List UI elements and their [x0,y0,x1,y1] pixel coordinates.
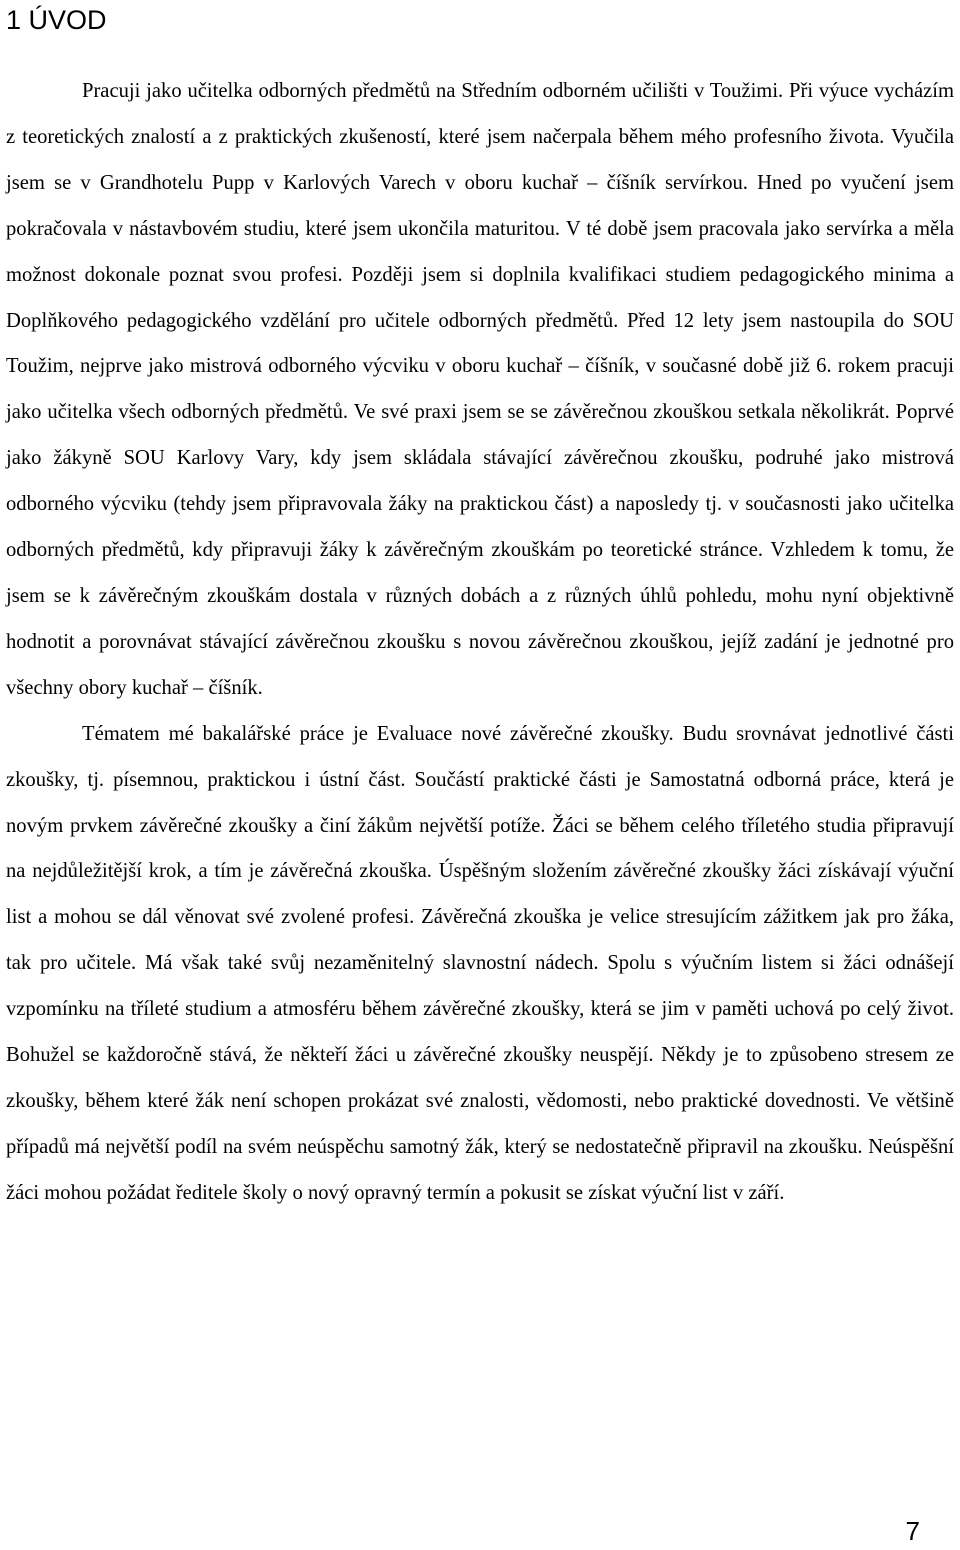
paragraph-intro: Pracuji jako učitelka odborných předmětů na Středním odborném učilišti v Toužimi. Při výuce vycházím z teoretických znalostí a z praktických zkušeností, které jsem načerpala během mého profesního života. Vyučila jsem se v Grandhotelu Pupp v Karlových Varech v oboru kuchař – číšník servírkou. Hned po vyučení jsem pokračovala v nástavbovém studiu, které jsem ukončila maturitou. V té době jsem pracovala jako servírka a měla možnost dokonale poznat svou profesi. Později jsem si doplnila kvalifikaci studiem pedagogického minima a Doplňkového pedagogického vzdělání pro učitele odborných předmětů. Před 12 lety jsem nastoupila do SOU Toužim, nejprve jako mistrová odborného výcviku v oboru kuchař – číšník, v současné době již 6. rokem pracuji jako učitelka všech odborných předmětů. Ve své praxi jsem se se závěrečnou zkouškou setkala několikrát. Poprvé jako žákyně SOU Karlovy Vary, kdy jsem skládala stávající závěrečnou zkoušku, podruhé jako mistrová odborného výcviku (tehdy jsem připravovala žáky na praktickou část) a naposledy tj. v současnosti jako učitelka odborných předmětů, kdy připravuji žáky k závěrečným zkouškám po teoretické stránce. Vzhledem k tomu, že jsem se k závěrečným zkouškám dostala v různých dobách a z různých úhlů pohledu, mohu nyní objektivně hodnotit a porovnávat stávající závěrečnou zkoušku s novou závěrečnou zkouškou, jejíž zadání je jednotné pro všechny obory kuchař – číšník. [6,80,954,699]
paragraph-thesis-topic: Tématem mé bakalářské práce je Evaluace nové závěrečné zkoušky. Budu srovnávat jednotlivé části zkoušky, tj. písemnou, praktickou i ústní část. Součástí praktické části je Samostatná odborná práce, která je novým prvkem závěrečné zkoušky a činí žákům největší potíže. Žáci se během celého tříletého studia připravují na nejdůležitější krok, a tím je závěrečná zkouška. Úspěšným složením závěrečné zkoušky žáci získávají výuční list a mohou se dál věnovat své zvolené profesi. Závěrečná zkouška je velice stresujícím zážitkem jak pro žáka, tak pro učitele. Má však také svůj nezaměnitelný slavnostní nádech. Spolu s výučním listem si žáci odnášejí vzpomínku na tříleté studium a atmosféru během závěrečné zkoušky, která se jim v paměti uchová po celý život. Bohužel se každoročně stává, že někteří žáci u závěrečné zkoušky neuspějí. Někdy je to způsobeno stresem ze zkoušky, během které žák není schopen prokázat své znalosti, vědomosti, nebo praktické dovednosti. Ve většině případů má největší podíl na svém neúspěchu samotný žák, který se nedostatečně připravil na zkoušku. Neúspěšní žáci mohou požádat ředitele školy o nový opravný termín a pokusit se získat výuční list v září. [6,722,954,1204]
section-heading: 1 ÚVOD [6,5,107,35]
body-text [6,69,954,1217]
page-number: 7 [905,1516,920,1546]
